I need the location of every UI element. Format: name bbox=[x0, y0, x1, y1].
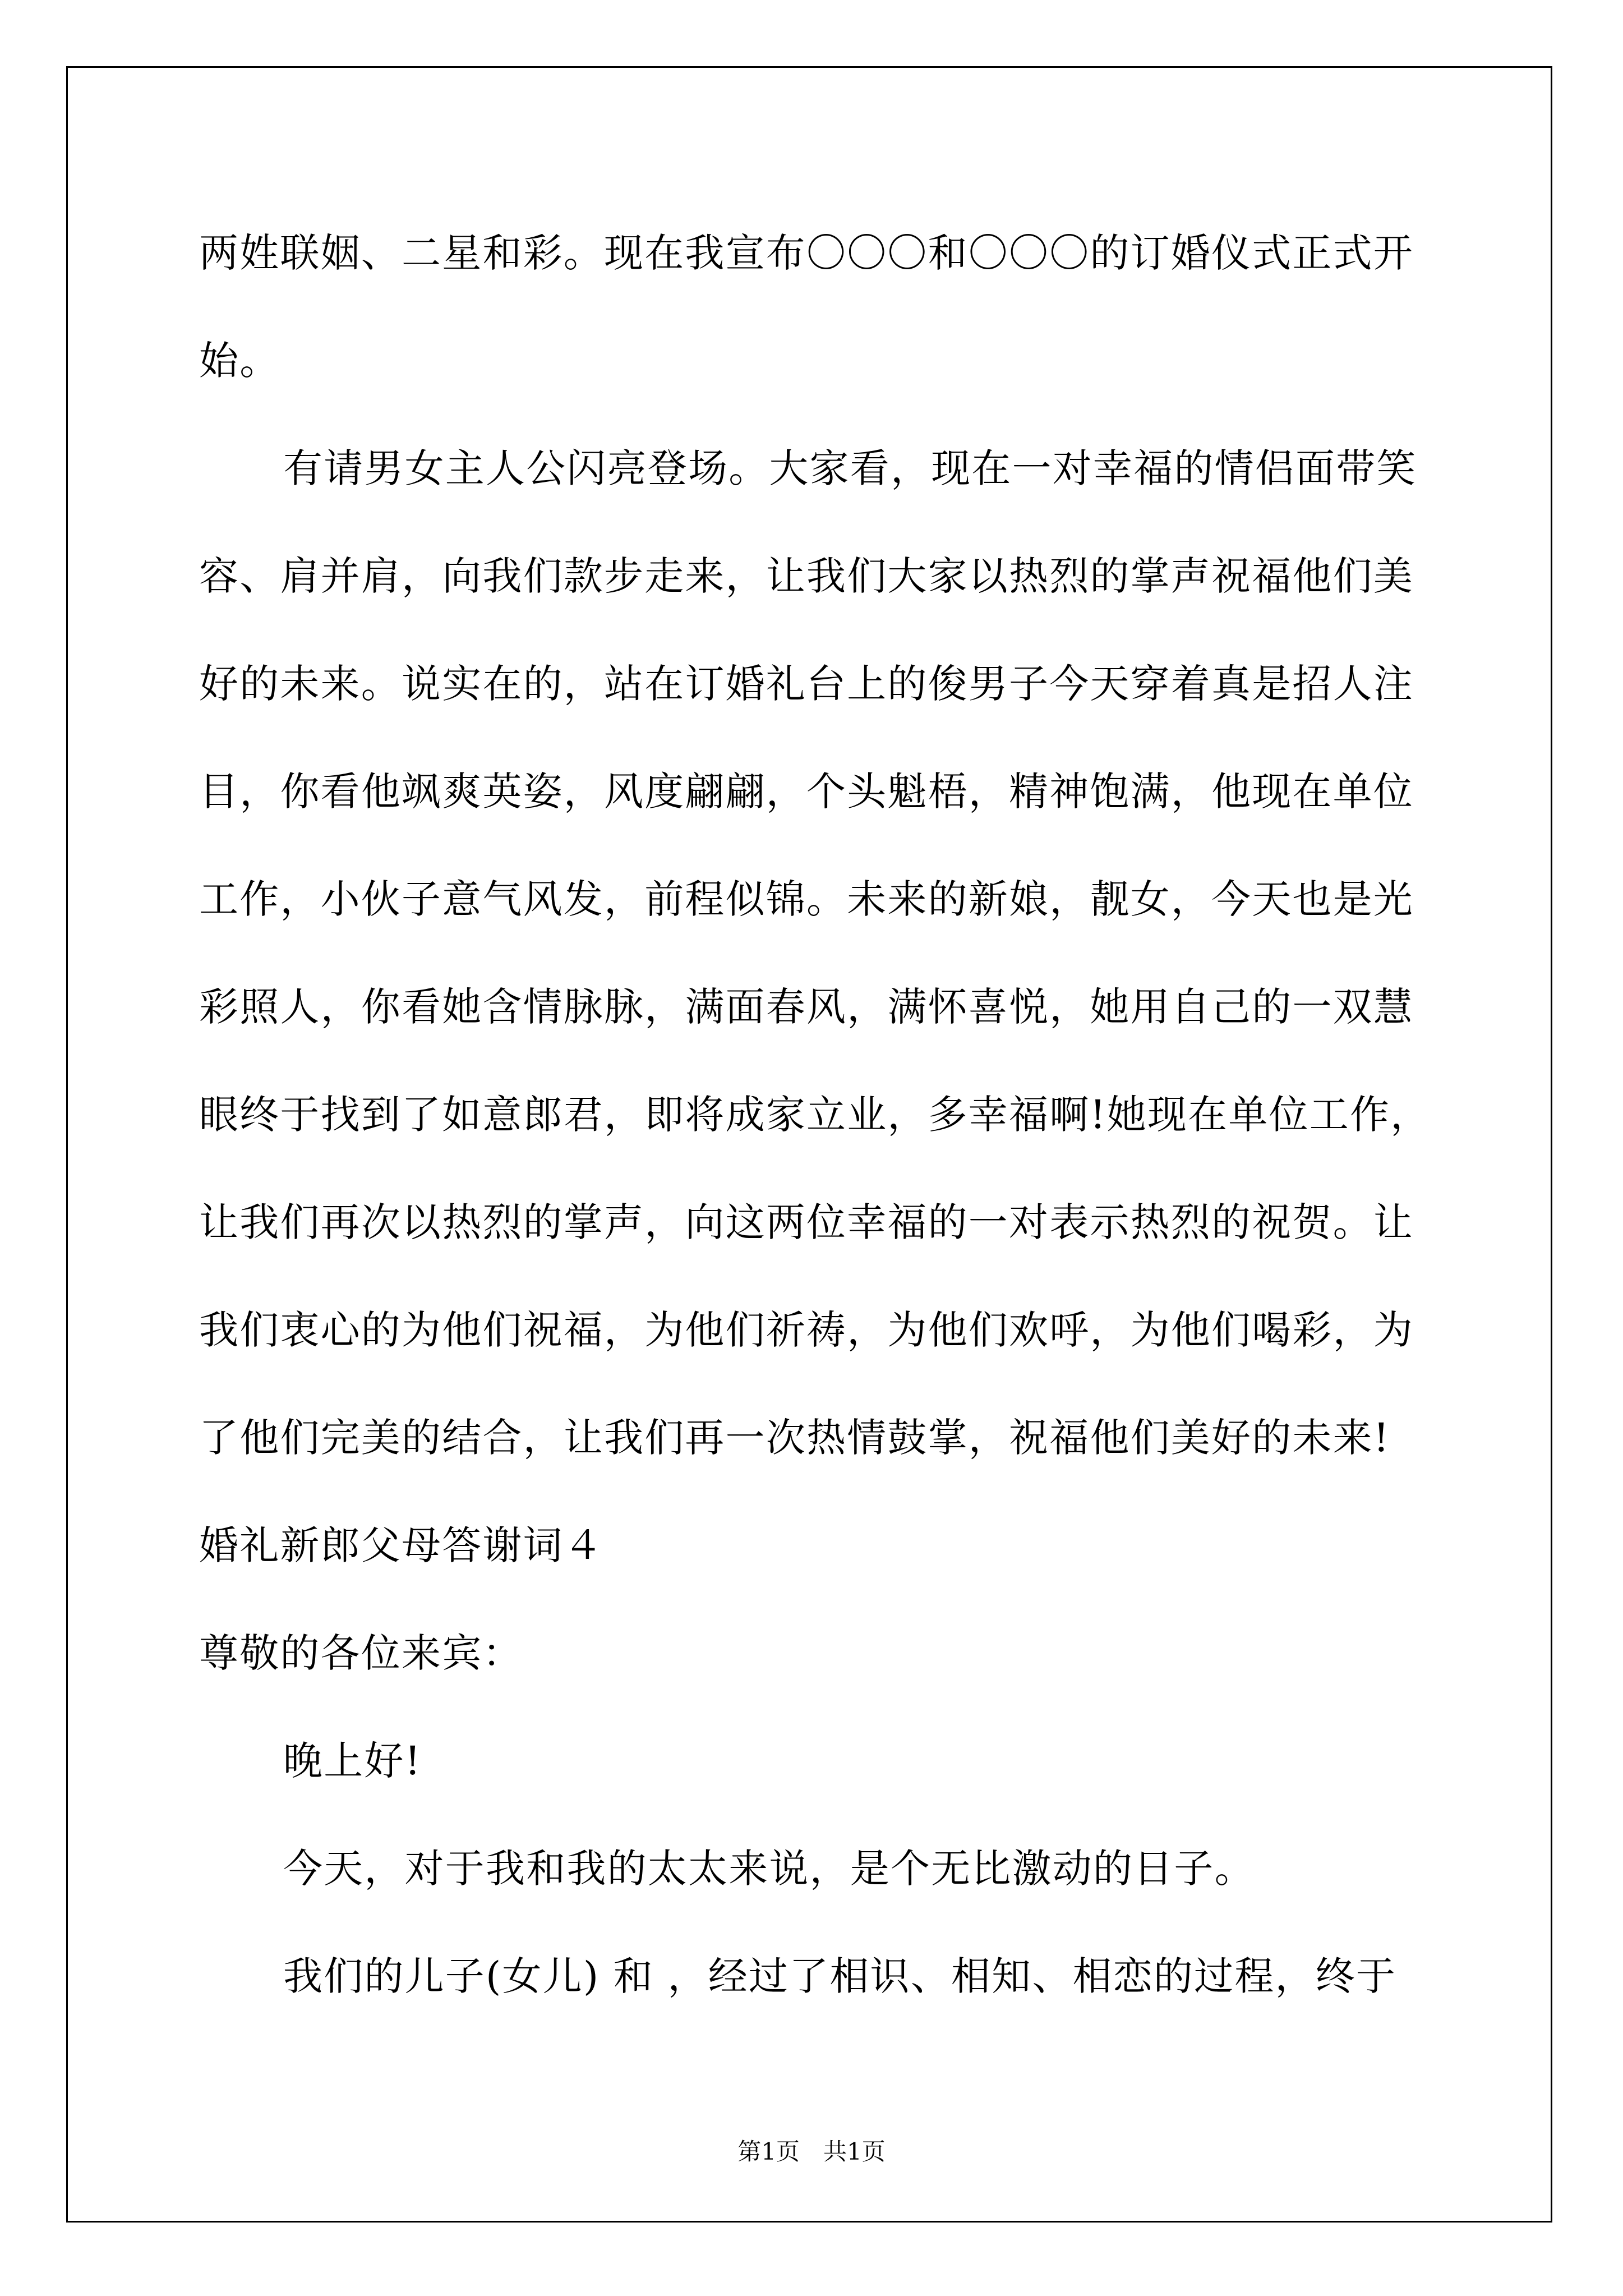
paragraph-line: 有请男女主人公闪亮登场。大家看，现在一对幸福的情侣面带笑 bbox=[283, 445, 1417, 491]
paragraph-line: 眼终于找到了如意郎君，即将成家立业，多幸福啊!她现在单位工作， bbox=[199, 1092, 1431, 1138]
paragraph-line: 好的未来。说实在的，站在订婚礼台上的俊男子今天穿着真是招人注 bbox=[199, 661, 1414, 707]
paragraph-line: 容、肩并肩，向我们款步走来，让我们大家以热烈的掌声祝福他们美 bbox=[199, 553, 1414, 599]
page-footer: 第1页 共1页 bbox=[737, 2138, 886, 2165]
greeting: 晚上好! bbox=[283, 1738, 422, 1784]
section-heading: 婚礼新郎父母答谢词４ bbox=[199, 1522, 604, 1568]
paragraph-line: 工作，小伙子意气风发，前程似锦。未来的新娘，靓女，今天也是光 bbox=[199, 876, 1414, 922]
paragraph-line: 我们衷心的为他们祝福，为他们祈祷，为他们欢呼，为他们喝彩，为 bbox=[199, 1307, 1414, 1353]
paragraph-line: 我们的儿子(女儿) 和 ，经过了相识、相知、相恋的过程，终于 bbox=[283, 1953, 1397, 1999]
paragraph-line: 目，你看他飒爽英姿，风度翩翩，个头魁梧，精神饱满，他现在单位 bbox=[199, 769, 1414, 815]
document-body bbox=[199, 216, 1433, 2047]
paragraph-line: 彩照人，你看她含情脉脉，满面春风，满怀喜悦，她用自己的一双慧 bbox=[199, 984, 1414, 1030]
paragraph-line: 让我们再次以热烈的掌声，向这两位幸福的一对表示热烈的祝贺。让 bbox=[199, 1199, 1414, 1245]
paragraph-line: 始。 bbox=[199, 338, 280, 384]
paragraph-line: 今天，对于我和我的太太来说，是个无比激动的日子。 bbox=[283, 1846, 1255, 1892]
paragraph-line: 了他们完美的结合，让我们再一次热情鼓掌，祝福他们美好的未来! bbox=[199, 1415, 1391, 1461]
salutation: 尊敬的各位来宾： bbox=[199, 1630, 523, 1676]
paragraph-line: 两姓联姻、二星和彩。现在我宣布〇〇〇和〇〇〇的订婚仪式正式开 bbox=[199, 230, 1414, 276]
